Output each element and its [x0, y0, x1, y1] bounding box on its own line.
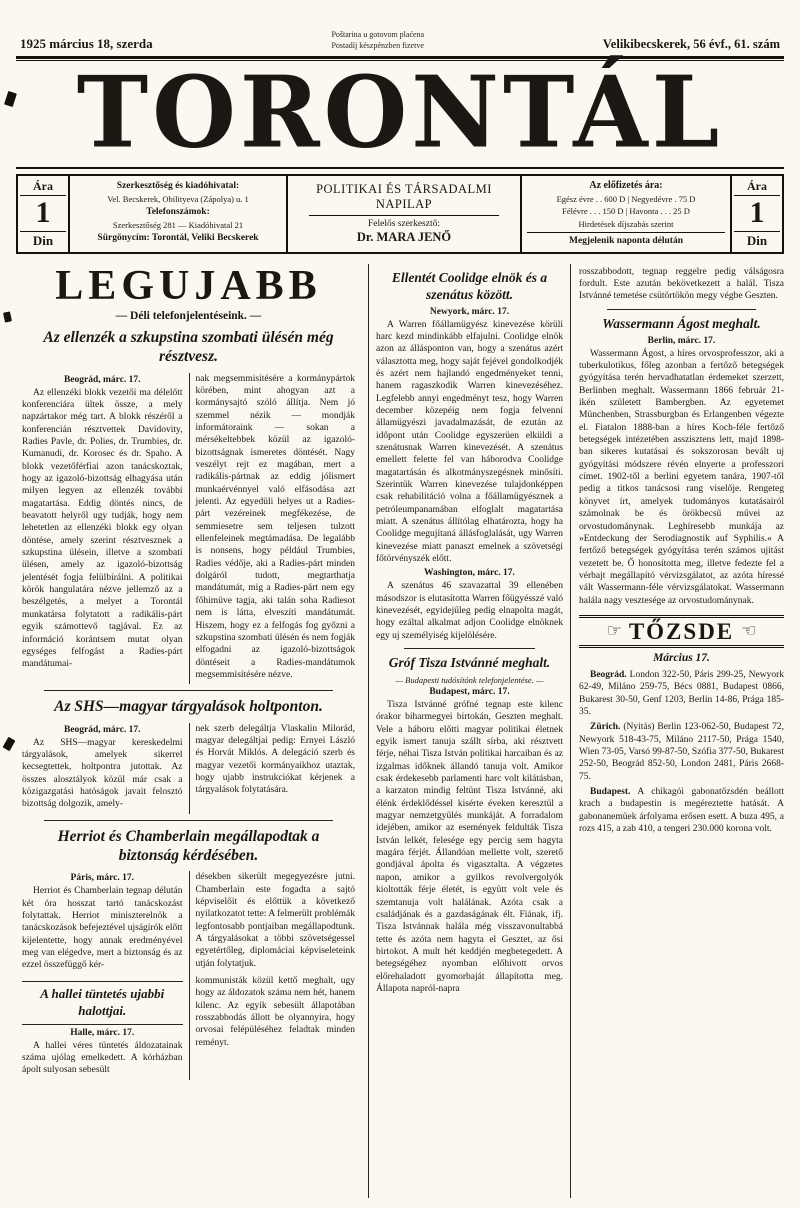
content-columns — [0, 260, 800, 1198]
info-box — [16, 174, 784, 254]
dateline: Páris, márc. 17. — [70, 873, 134, 884]
price-label: Ára — [20, 179, 66, 196]
subscription-title: Az előfizetés ára: — [589, 179, 663, 191]
article-text: A hallei véres tüntetés áldozatainak száma ujólag emelkedett. A kórházban ápolt sulyosan sebesült — [22, 1040, 183, 1076]
price-unit: Din — [734, 231, 780, 249]
price-box-left — [18, 176, 70, 252]
subcolumn-right — [189, 373, 362, 685]
subscription-line-1: Egész évre . . 600 D | Negyedévre . 75 D — [556, 194, 696, 205]
section-divider — [44, 690, 333, 691]
subscription-line-2: Félévre . . . 150 D | Havonta . . . 25 D — [562, 206, 690, 217]
publication-note: Megjelenik naponta délután — [527, 232, 725, 249]
market-city: Budapest. — [590, 787, 631, 798]
price-unit: Din — [20, 231, 66, 249]
market-report-budapest — [579, 786, 784, 835]
article-title: Ellentét Coolidge elnök és a szenátus között. — [391, 269, 548, 302]
masthead-title: TORONTÁL — [76, 54, 724, 170]
article-text: Herriot és Chamberlain tegnap délután két óra hosszat tartó tanácskozást folytattak. Herriot miniszterelnök a tanácskozások befejeztével ujságírók előtt kijelentette, hogy annak eredményével meg van elégedve, mert a biztonság és az ezzel összefüggő kér- — [22, 886, 183, 971]
price-value: 1 — [35, 196, 51, 230]
article-text: kommunisták közül kettő meghalt, ugy hogy az áldozatok száma nem hét, hanem kilenc. Az egyik sebesült állapotában rosszabbodás állott be olyannyira, hogy orvosai felépüléséhez feladtak minden reményt. — [195, 975, 355, 1048]
issue-date: 1925 március 18, szerda — [20, 35, 153, 51]
subscription-box — [522, 176, 730, 252]
article-text: nak megsemmisítésére a kormánypártok körében, mint ahogyan azt a kormánysajtó szóló állítja. Nem jó szemmel nézik — mondják informátoraink — sokan a mérsékeltebbek közül az igazoló-bizottságnak ismeretes döntését. Nagy veszélyt rejt ez magában, mert a radikális-pártnak az eddig jólismert munkaérvénnyel való elfásodása azt jelenti. Az egyedüli helyes ut a Radies-párt vezéreinek megfékezése, de semmiesetre sem teljesen tulzott ellenfeleinek megtámadása. De legalább is nonsens, hogy például Trumbies, Radies védője, aki a Radies-párt minden dolgáról tudott, megtarthatja mandátumát, mig a Radies-párt nem egy főhimüve tagja, aki talán soha Radiesot nem is látta, elveszíti mandátumát. Hiszem, hogy ez a felfogás fog győzni a szkupstina szombati ülésén és nem fogják elfogadni az igazoló-bizottságok döntéseit a Radies-mandátumok megsemmisítésére nézve. — [195, 373, 355, 680]
editor-label: Felelős szerkesztő: — [367, 219, 441, 230]
price-label: Ára — [734, 179, 780, 196]
dateline: Budapest, márc. 17. — [429, 687, 510, 698]
market-city: Beográd. — [590, 669, 627, 680]
article-subcolumns — [16, 975, 361, 1080]
subcolumn-right — [189, 975, 362, 1080]
dateline: Halle, márc. 17. — [70, 1027, 135, 1038]
article-title: Gróf Tisza Istvánné meghalt. — [388, 655, 551, 671]
postage-line-2: Postadíj készpénzben fizetve — [331, 40, 424, 50]
postage-note — [331, 30, 424, 52]
stock-exchange-date: Március 17. — [653, 651, 710, 664]
article-text: Az SHS—magyar kereskedelmi tárgyalások, amelyek sikerrel kecsegtettek, holtpontra jutottak. Az összes alosztályok közül már csak a közigazgatási hatóságok javait felosztó bizottság dolgozik, amely- — [22, 737, 183, 810]
article-shs-targyalasok — [16, 697, 361, 813]
section-divider — [607, 309, 756, 310]
paper-type-box — [288, 176, 522, 252]
article-subcolumns — [16, 871, 361, 974]
subcolumn-left — [16, 975, 189, 1080]
editorial-office-box — [70, 176, 288, 252]
dateline: Beográd, márc. 17. — [63, 724, 141, 735]
market-quotes: (Nyitás) Berlin 123-062-50, Budapest 72, Newyork 518-43-75, Miláno 2117-50, Prága 1540, Wien 73-05, Varsó 99-87-50, Szófia 377-50, Bukarest 252-50, Beográd 852-50, London 2481, Páris 2668-75. — [579, 722, 784, 782]
topbar — [0, 0, 800, 56]
office-address: Vel. Becskerek, Obilityeva (Zápolya) u. 1 — [107, 194, 249, 205]
market-report-zurich — [579, 721, 784, 783]
market-quotes: A chikagói gabonatőzsdén beállott krach a budapestin is megéreztette hatását. A gabonanemüek árfolyama erősen esett. A buza 495, a rozs 415, a zab 410, a tengeri 230.000 korona volt. — [579, 787, 784, 835]
pointing-hand-left-icon: ☜ — [741, 620, 757, 641]
column-middle — [368, 264, 570, 1198]
article-title: Wassermann Ágost meghalt. — [602, 315, 761, 331]
article-title: Herriot és Chamberlain megállapodtak a biztonság kérdésében. — [57, 827, 320, 865]
subcolumn-right — [189, 871, 362, 974]
article-text: nek szerb delegáltja Vlaskalin Milorád, magyar delegáltjai pedig: Ernyei László és Horvát Miklós. A delegáció szerb és magyar vezetői kormányaikhoz utaztak, hogy ujabb instrukciókat kérjenek a tárgyalások folytatására. — [195, 723, 355, 796]
market-quotes: London 322-50, Páris 299-25, Newyork 62-49, Miláno 259-75, Bécs 0881, Budapest 0866, Bukarest 30-50, Genf 1203, Berlin 14-86, Prága 185-35. — [579, 669, 784, 717]
postage-line-1: Poštarina u gotovom plaćena — [331, 30, 425, 39]
article-subcolumns — [16, 373, 361, 685]
price-value: 1 — [749, 196, 765, 230]
dateline: Beográd, márc. 17. — [63, 374, 141, 385]
market-city: Zürich. — [590, 722, 621, 733]
article-subtitle: — Budapesti tudósítónk telefonjelentése. — — [395, 675, 544, 686]
article-title: Az ellenzék a szkupstina szombati ülésén még résztvesz. — [43, 328, 334, 366]
phones-title: Telefonszámok: — [146, 206, 210, 217]
dateline: Newyork, márc. 17. — [429, 306, 510, 317]
center-separator — [309, 215, 499, 216]
column-left — [16, 264, 368, 1198]
dateline: Berlin, márc. 17. — [647, 335, 716, 346]
article-coolidge — [376, 270, 563, 642]
subcolumn-left — [16, 373, 189, 685]
article-text: Az ellenzéki blokk vezetői ma délelőtt konferenciára ültek össze, a mely napzártakor még tart. A blokk részéről a konferencián résztvettek Davidovity, Radies Pavle, dr. Polies, dr. Trumbies, dr. Kumanudi, dr. Korosec és dr. Spaho. A blokk vezetőférfiai azon tanácskoztak, hogy az igazoló-bizottság elhagyása után milyen legyen az ellenzék további magatartása. Eddig döntés nincs, de beavatott helyről ugy tudják, hogy nem lehetetlen az ellenzéki blokk egy olyan döntése, amely szerint résztvesznek a szkupstina ülésein, illetve a szombati ülésen, amely az igazoló-bizottság jelentését fogja felülbírálni. A politikai körök hangulatára nézve jellemző az a beszélgetés, a melyet a Torontál munkatársa folytatott a radikális-párt egyik számottevő tagjával. Ez az információ korántsem mutat olyan egységes felfogást a Radies-párt mandátumai- — [22, 387, 183, 670]
legujabb-title: LEGUJABB — [55, 263, 322, 309]
section-divider — [44, 820, 333, 821]
phones-line: Szerkesztőség 281 — Kiadóhivatal 21 — [112, 220, 244, 231]
article-szkupstina — [16, 328, 361, 684]
column-right — [570, 264, 784, 1198]
office-title: Szerkesztőség és kiadóhivatal: — [116, 180, 240, 191]
paper-type: POLITIKAI ÉS TÁRSADALMI NAPILAP — [316, 182, 492, 212]
subcolumn-left — [16, 723, 189, 814]
stock-exchange-header — [579, 615, 784, 648]
editor-name: Dr. MARA JENŐ — [356, 230, 452, 245]
dateline: Washington, márc. 17. — [424, 568, 515, 579]
article-title: Az SHS—magyar tárgyalások holtponton. — [54, 698, 323, 716]
legujabb-subtitle: — Déli telefonjelentéseink. — — [115, 309, 262, 322]
subcolumn-right — [189, 723, 362, 814]
telegraph-address: Sürgönycím: Torontál, Veliki Becskerek — [97, 232, 259, 243]
article-text: Wassermann Ágost, a híres orvosprofesszor, aki a tuberkulotikus, főleg azonban a fertőző betegségek gyógyítása terén hervadhatatlan érdemeket szerzett, Berlinben meghalt. Wassermann 1866 február 21-ikén született Bambergben. Az egyetemet Münchenben, Strassburgban és Erlangenben végezte el. Fiatalon 1888-ban a híres Koch-féle fertőző betegségek intézetében asszisztens lett, majd 1898-ban sikeres kutatásai és sokszorosan bevált uj gyógyítási módszere révén elnyerte a professzori címet. 1902-től a berlini egyetem tanára, 1907-től pedig a titkos tanácsosi rang viselője. Rengeteg könyvet írt, amelyek tudományos kutatásairól számolnak be és örökbecsű művei az orvostudománynak. Leghíresebb munkája az »Entdeckung der Serodiagnostik auf Syphilis.« A fertőző betegségek gyógyítása terén számos ujítást vezetett be. Ő honosította meg, illetve fedezte fel a vérbajt megállapító vérvizsgálatot, az azóta híressé vált Wassermann-féle vérvizsgálatokat. Wassermann halála nagy vesztesége az orvostudománynak. — [579, 348, 784, 606]
article-title: A hallei tüntetés ujabbi halottjai. — [22, 981, 183, 1025]
article-text: Tisza Istvánné grófné tegnap este kilenc órakor biharmegyei birtokán, Geszten meghalt. Vele a háboru előtti magyar politikai életnek egyik ismert tanuja szállt sírba, aki résztvett férje, néhai Tisza István politikai harcaiban és az izgalmas időknek állandó tanuja volt. Amikor csak érdekesebb parlamenti harc volt kilátásban, a karzaton mindig feltünt Tisza Istvánné, aki élénk érdeklődéssel kisérte éveken keresztül a magyar nemzetgyülés munkáját. A forradalom idejében, amikor az események feldulták Tisza István lelkét, felesége egy percig sem hagyta magára férjét. Állandóan mellette volt, szerető gondjával ápolta és vigasztalta. A végzetes napon, amikor a gyilkos revolvergolyók kioltották férje életét, is együtt volt vele és szemtanuja volt halálának. Azóta csak a családjának és a gazdaságának élt. Fiának, ifj. Tisza Istvánnak halála még visszavonultabbá tette és azóta nem hagyta el Gesztet, az ősi birtokot. A mult hét keddjén megbetegedett. A betegségéhez nyomban előhivott orvos előrehaladott gyomorbaját állapította meg. Állapota napról-napra — [376, 700, 563, 994]
article-halle — [16, 975, 361, 1080]
ads-note: Hirdetések díjszabás szerint — [578, 218, 674, 229]
article-continuation-text: rosszabbodott, tegnap reggelre pedig válságosra fordult. Este azután bekövetkezett a halál. Tisza Istvánné temetése csütörtökön megy végbe Geszten. — [579, 266, 784, 302]
article-tisza-istvanne — [376, 655, 563, 995]
article-herriot-chamberlain — [16, 827, 361, 975]
article-text: A szenátus 46 szavazattal 39 ellenében másodszor is elutasította Warren főügyésszé való kinevezését, egyidejűleg pedig elnapolta magát, hogy ezáltal alkalmat adjon Coolidge elnöknek egy uj személyiség kijelölésére. — [376, 581, 563, 641]
stock-exchange-title: TŐZSDE — [628, 618, 735, 644]
article-subcolumns — [16, 723, 361, 814]
article-text: A Warren főállamügyész kinevezése körüli harc kezd mindinkább elfajulni. Coolidge elnök azon az állásponton van, hogy a szenátus azért választotta meg, hogy saját fejével gondolkodjék és azért nem hajlandó engedményeket tenni, hanem ragaszkodik Warren kinevezéséhez. Legfelebb annyi engedményt tesz, hogy Warren december közepéig nem fogja felvenni államügyészi javadalmazását, de ezután az időpont után Coolidge egyszerüen elküldi a szenátusnak Warren kinevezését. A szenátus emellett felette fel van háborodva Coolidge magatartásán és alkotmányszegésnek minősíti. Szerintük Warren kinevezése tulajdonképpen csak rehabilitáció volna a főállamügyésznek a petróleumpanamában elfoglalt magatartása miatt. A szenátus állítólag elhatározta, hogy ha Coolidge megujítaná állásfoglalását, ugy Warren kinevezése miatt panaszt emelnek a szövetségi főtörvényszék előtt. — [376, 319, 563, 565]
section-divider — [404, 648, 535, 649]
price-box-right — [730, 176, 782, 252]
stock-exchange-section — [579, 615, 784, 835]
article-wassermann — [579, 316, 784, 607]
pointing-hand-right-icon: ☞ — [606, 620, 622, 641]
article-text: désekben sikerült megegyezésre jutni. Chamberlain este fogadta a sajtó képviselőit és előttük a következő nyilatkozatot tette: A felmerült problémák legfontosabb pontjaiban megállapodtunk. A tárgyalásokat a többi szövetségessel egyetértőleg, diplomáciai képviseleteink utján folytatjuk. — [195, 872, 355, 969]
market-report-beograd — [579, 669, 784, 718]
subcolumn-left — [16, 871, 189, 974]
issue-number: Velikibecskerek, 56 évf., 61. szám — [602, 36, 780, 51]
